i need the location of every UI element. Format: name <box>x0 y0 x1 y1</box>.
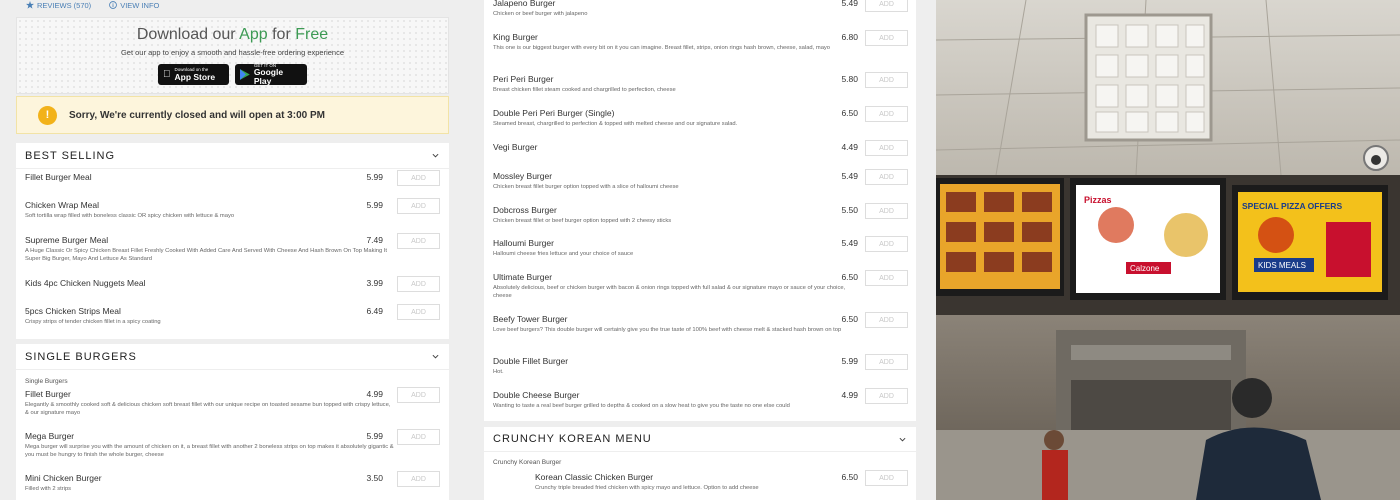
single-burgers-subheading: Single Burgers <box>25 378 68 385</box>
add-button[interactable]: ADD <box>865 354 908 370</box>
play-icon <box>240 69 250 80</box>
item-price: 6.50 <box>841 272 858 282</box>
add-button[interactable]: ADD <box>397 233 440 249</box>
item-price: 5.99 <box>366 172 383 182</box>
menu-item[interactable] <box>493 390 908 411</box>
item-name: Double Cheese Burger <box>493 390 580 400</box>
menu-item[interactable] <box>493 0 908 19</box>
restaurant-photo <box>936 0 1400 500</box>
add-button[interactable]: ADD <box>865 388 908 404</box>
item-price: 5.99 <box>366 431 383 441</box>
item-description: Chicken or beef burger with jalapeno <box>493 11 588 17</box>
warning-icon: ! <box>38 106 57 125</box>
best-selling-header[interactable]: BEST SELLING <box>16 143 449 169</box>
menu-item[interactable] <box>25 172 440 182</box>
item-description: Steamed breast, chargrilled to perfection & topped with melted cheese and our signature salad. <box>493 121 738 127</box>
item-name: Peri Peri Burger <box>493 74 554 84</box>
add-button[interactable]: ADD <box>397 429 440 445</box>
item-price: 6.50 <box>841 472 858 482</box>
app-banner-title: Download our App for Free <box>136 26 329 43</box>
item-description: Crispy strips of tender chicken fillet in a spicy coating <box>25 319 161 325</box>
chevron-down-icon <box>432 152 439 159</box>
item-price: 4.99 <box>366 389 383 399</box>
item-price: 6.50 <box>841 314 858 324</box>
item-name: Double Fillet Burger <box>493 356 569 366</box>
menu-item[interactable] <box>493 272 908 300</box>
menu-item[interactable] <box>25 389 440 417</box>
item-description: Wanting to taste a real beef burger grilled to depths & cooked on a slow heat to give you the taste no one else could <box>493 403 790 409</box>
menu-item[interactable] <box>493 314 908 335</box>
item-description: Breast chicken fillet steam cooked and chargrilled to perfection, cheese <box>493 87 676 93</box>
item-name: Double Peri Peri Burger (Single) <box>493 108 615 118</box>
menu-item[interactable] <box>25 200 440 221</box>
app-store-button[interactable]: Download on the App Store <box>158 64 229 85</box>
item-price: 5.99 <box>366 200 383 210</box>
item-name: Chicken Wrap Meal <box>25 200 100 210</box>
board-sign: Calzone <box>1130 264 1160 273</box>
google-play-button[interactable]: GET IT ON Google Play <box>235 64 307 85</box>
item-name: Ultimate Burger <box>493 272 553 282</box>
menu-item[interactable] <box>493 356 908 377</box>
item-description: Halloumi cheese fries lettuce and your choice of sauce <box>493 251 634 257</box>
item-description: Absolutely delicious, beef or chicken burger with bacon & onion rings topped with full salad & our signature mayo or sauce of your choice, cheese <box>493 285 846 299</box>
korean-subheading: Crunchy Korean Burger <box>493 459 562 466</box>
apple-icon <box>163 69 171 80</box>
add-button[interactable]: ADD <box>397 387 440 403</box>
app-banner-subtitle: Get our app to enjoy a smooth and hassle-free ordering experience <box>120 48 345 57</box>
item-price: 5.49 <box>841 238 858 248</box>
item-name: Supreme Burger Meal <box>25 235 109 245</box>
item-price: 7.49 <box>366 235 383 245</box>
item-name: Fillet Burger Meal <box>25 172 92 182</box>
item-description: Love beef burgers? This double burger will certainly give you the true taste of 100% beef with cheese melt & stacked hash brown on top <box>493 327 842 333</box>
add-button[interactable]: ADD <box>865 140 908 156</box>
menu-item[interactable] <box>25 235 440 263</box>
add-button[interactable]: ADD <box>865 203 908 219</box>
item-price: 5.49 <box>841 171 858 181</box>
item-description: Hot. <box>493 369 504 375</box>
menu-item[interactable] <box>493 32 908 53</box>
app-download-banner <box>16 17 449 94</box>
add-button[interactable]: ADD <box>865 30 908 46</box>
add-button[interactable]: ADD <box>865 0 908 12</box>
add-button[interactable]: ADD <box>865 72 908 88</box>
restaurant-interior-image <box>936 0 1400 500</box>
item-name: 5pcs Chicken Strips Meal <box>25 306 121 316</box>
item-description: Filled with 2 strips <box>25 486 72 492</box>
reviews-link[interactable]: REVIEWS (570) <box>26 1 91 10</box>
item-name: Kids 4pc Chicken Nuggets Meal <box>25 278 146 288</box>
item-name: Mini Chicken Burger <box>25 473 102 483</box>
view-info-link[interactable]: VIEW INFO <box>109 1 159 10</box>
item-description: Elegantly & smoothly cooked soft & delicious chicken soft breast fillet with our unique recipe on toasted sesame bun topped with crispy lettuce, & our signature mayo <box>25 402 391 416</box>
item-price: 5.49 <box>841 0 858 8</box>
item-price: 4.49 <box>841 142 858 152</box>
item-price: 3.50 <box>366 473 383 483</box>
menu-item[interactable] <box>493 108 908 129</box>
item-price: 5.99 <box>841 356 858 366</box>
add-button[interactable]: ADD <box>397 304 440 320</box>
add-button[interactable]: ADD <box>397 276 440 292</box>
chevron-down-icon <box>432 353 439 360</box>
item-price: 6.50 <box>841 108 858 118</box>
board-sign: Pizzas <box>1084 195 1112 205</box>
add-button[interactable]: ADD <box>865 106 908 122</box>
item-name: Dobcross Burger <box>493 205 557 215</box>
menu-item[interactable] <box>25 306 440 327</box>
item-name: Mossley Burger <box>493 171 553 181</box>
menu-item[interactable] <box>25 473 440 494</box>
item-price: 6.80 <box>841 32 858 42</box>
add-button[interactable]: ADD <box>865 312 908 328</box>
item-name: King Burger <box>493 32 538 42</box>
board-sign: KIDS MEALS <box>1258 261 1307 270</box>
add-button[interactable]: ADD <box>865 236 908 252</box>
single-burgers-header[interactable]: SINGLE BURGERS <box>16 344 449 370</box>
add-button[interactable]: ADD <box>397 198 440 214</box>
left-column <box>16 0 449 500</box>
add-button[interactable]: ADD <box>397 170 440 186</box>
item-name: Jalapeno Burger <box>493 0 556 8</box>
add-button[interactable]: ADD <box>865 270 908 286</box>
add-button[interactable]: ADD <box>865 470 908 486</box>
menu-item[interactable] <box>25 431 440 459</box>
menu-item[interactable] <box>25 278 440 288</box>
add-button[interactable]: ADD <box>397 471 440 487</box>
item-description: This one is our biggest burger with every bit on it you can imagine. Breast fillet, strips, onion rings hash brown, cheese, salad, mayo <box>493 45 831 51</box>
item-name: Halloumi Burger <box>493 238 554 248</box>
korean-header[interactable]: CRUNCHY KOREAN MENU <box>484 427 916 452</box>
menu-item[interactable] <box>493 205 908 226</box>
item-price: 4.99 <box>841 390 858 400</box>
item-description: Mega burger will surprise you with the amount of chicken on it, a breast fillet with another 2 boneless strips on top makes it absolutely gigantic & you must be hungry to finish the whole burger, cheese <box>25 444 394 458</box>
item-description: Chicken breast fillet or beef burger option topped with 2 cheesy sticks <box>493 218 672 224</box>
middle-column <box>484 0 916 500</box>
item-name: Fillet Burger <box>25 389 71 399</box>
item-price: 3.99 <box>366 278 383 288</box>
item-description: Soft tortilla wrap filled with boneless classic OR spicy chicken with lettuce & mayo <box>25 213 235 219</box>
item-description: A Huge Classic Or Spicy Chicken Breast Fillet Freshly Cooked With Added Care And Served With Cheese And Hash Brown On Top Making It Super Big Burger, Mayo And Lettuce As Standard <box>25 248 388 262</box>
chevron-down-icon <box>899 436 906 443</box>
item-name: Vegi Burger <box>493 142 538 152</box>
menu-item[interactable]: Korean Classic Chicken Burger Crunchy triple breaded fried chicken with spicy mayo and lettuce. Option to add cheese 6.50 ADD <box>535 472 908 493</box>
menu-item[interactable] <box>493 171 908 192</box>
item-price: 6.49 <box>366 306 383 316</box>
menu-item[interactable] <box>493 238 908 259</box>
item-name: Beefy Tower Burger <box>493 314 568 324</box>
board-sign: SPECIAL PIZZA OFFERS <box>1242 201 1343 211</box>
add-button[interactable]: ADD <box>865 169 908 185</box>
item-description: Chicken breast fillet burger option topped with a slice of halloumi cheese <box>493 184 679 190</box>
menu-item[interactable] <box>493 142 908 152</box>
korean-section <box>484 427 916 500</box>
item-name: Mega Burger <box>25 431 75 441</box>
item-price: 5.50 <box>841 205 858 215</box>
closed-notice <box>16 96 449 134</box>
item-price: 5.80 <box>841 74 858 84</box>
closed-message: Sorry, We're currently closed and will open at 3:00 PM <box>69 109 325 121</box>
menu-item[interactable] <box>493 74 908 95</box>
